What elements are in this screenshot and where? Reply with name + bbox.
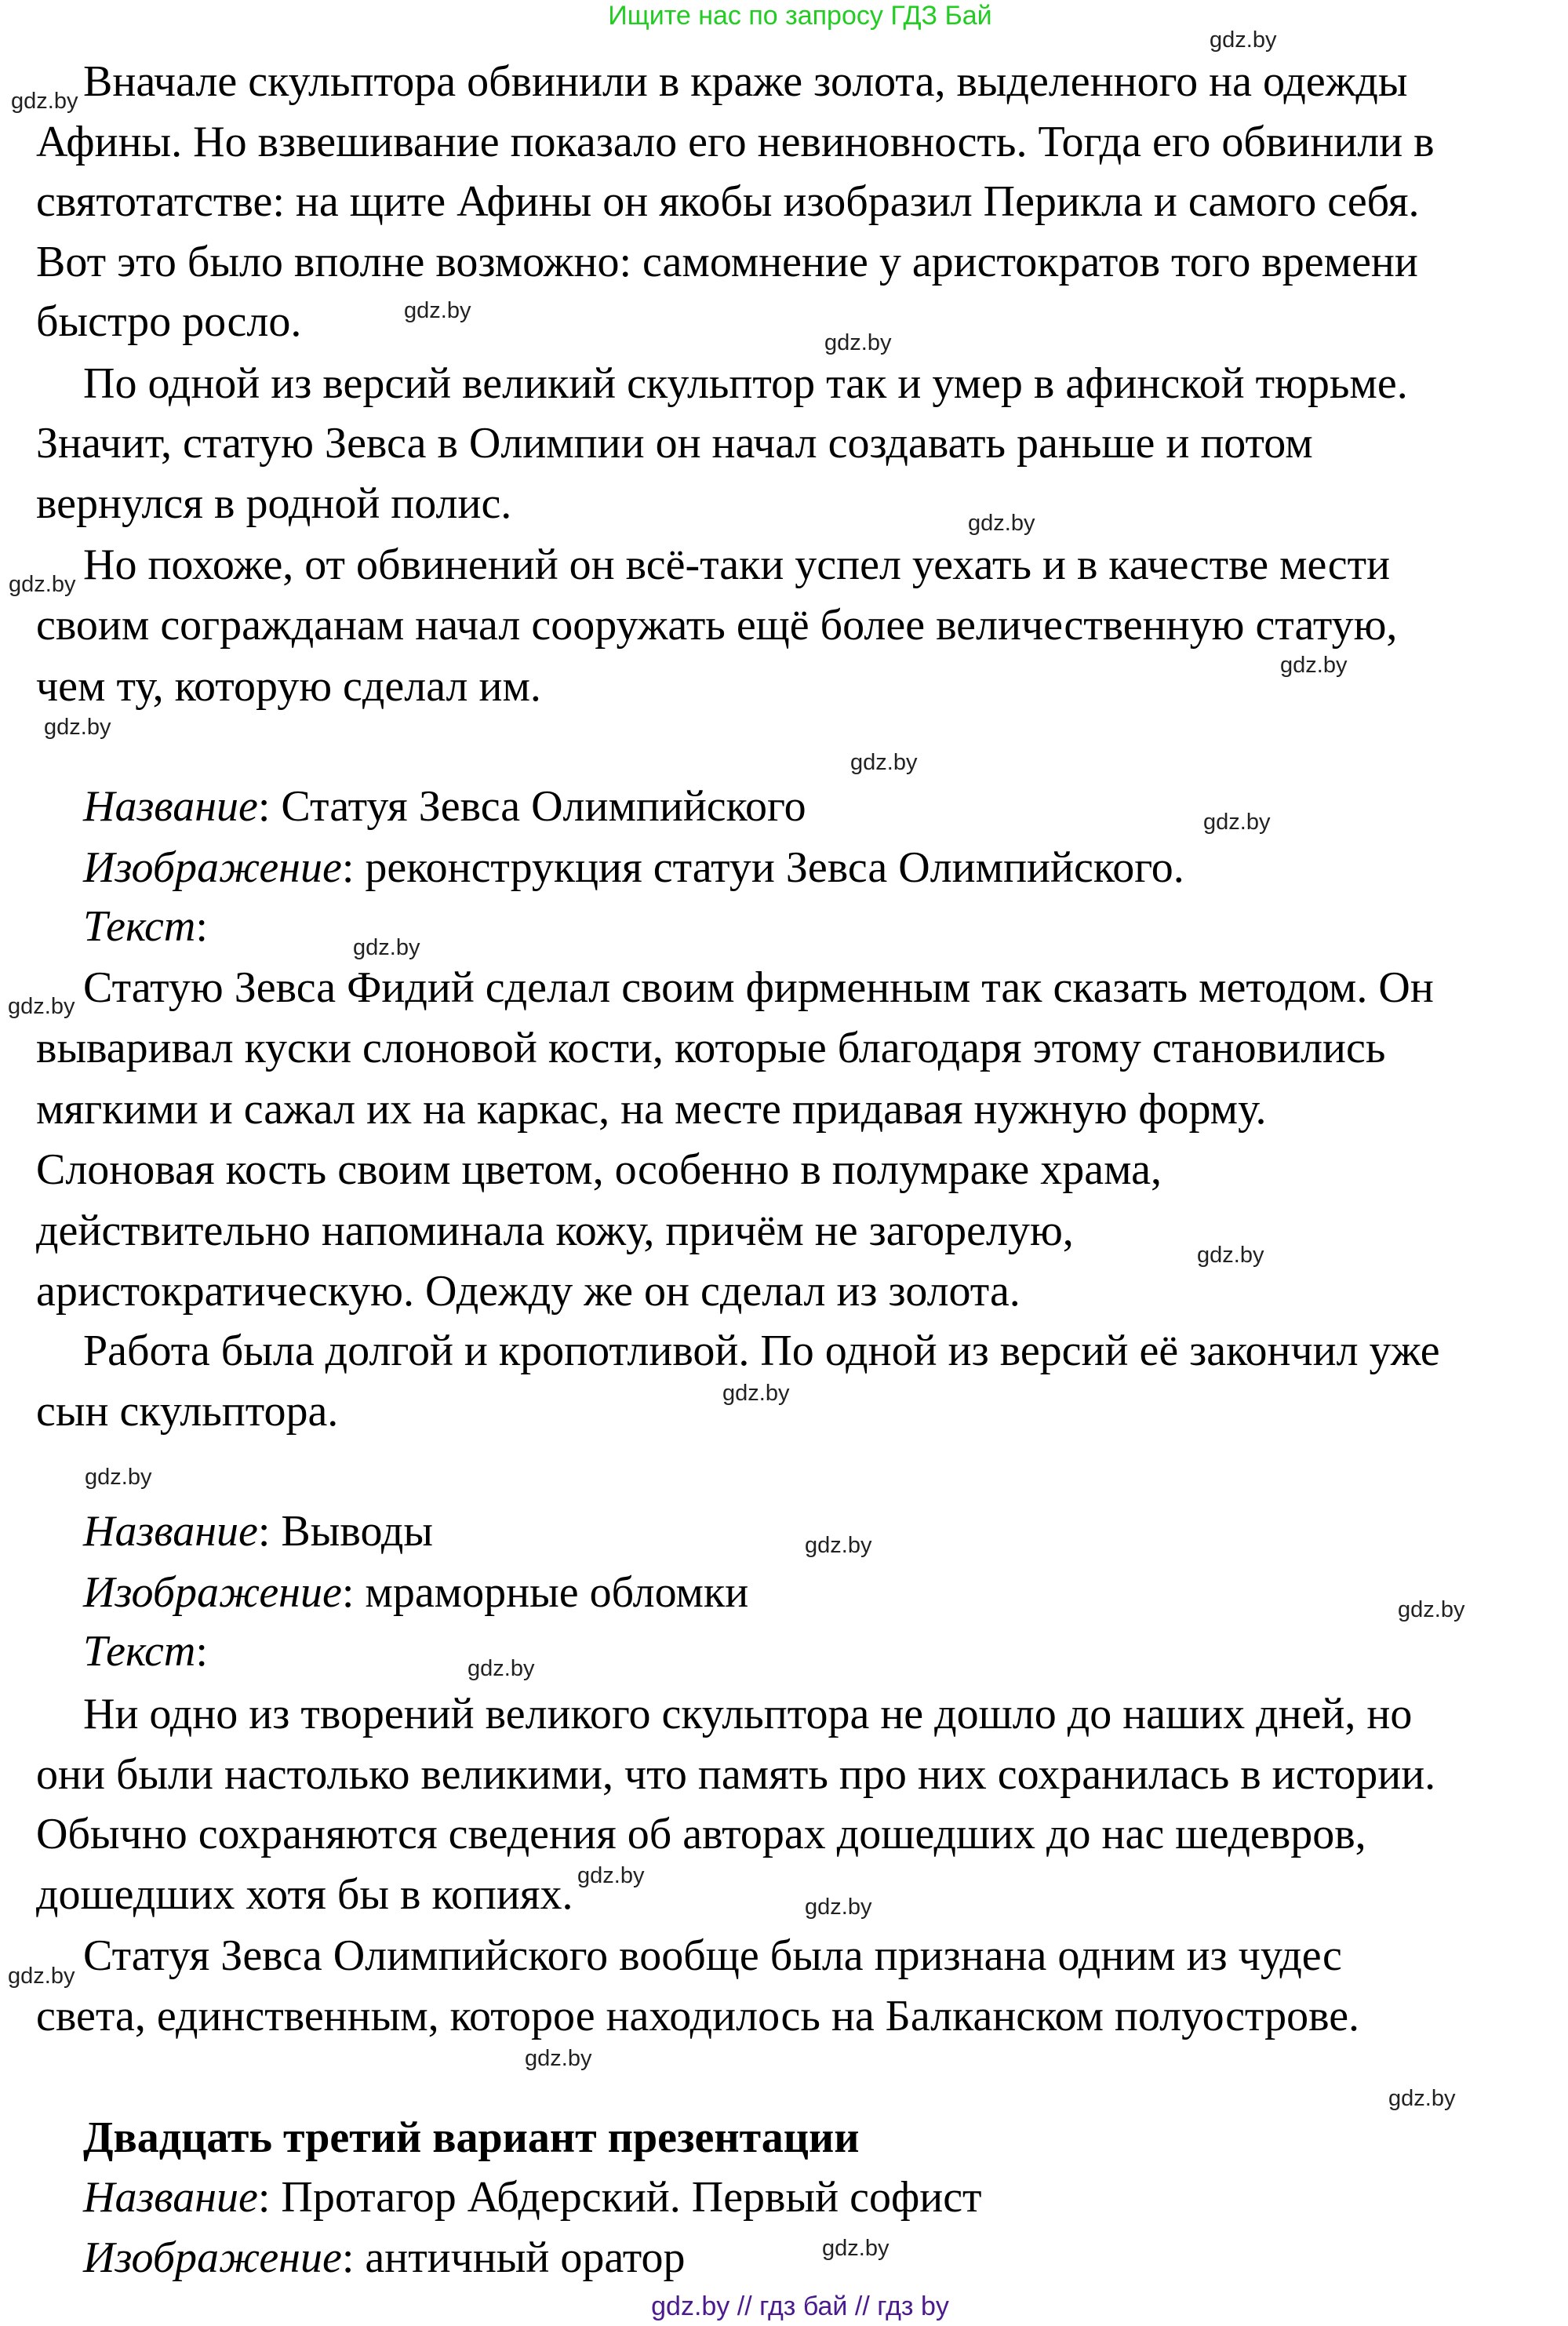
watermark: gdz.by xyxy=(1280,653,1348,678)
field-label: Изображение xyxy=(83,2233,342,2282)
text-line xyxy=(83,1931,1342,1981)
text-segment: света, единственным, которое находилось на Балканском полуострове. xyxy=(36,1992,1360,2040)
text-line xyxy=(83,1689,1412,1739)
field-label: Изображение xyxy=(83,1568,342,1617)
text-segment: действительно напоминала кожу, причём не загорелую, xyxy=(36,1207,1074,1255)
watermark: gdz.by xyxy=(1203,810,1271,835)
watermark: gdz.by xyxy=(805,1533,872,1558)
field-label: Название xyxy=(83,2173,258,2222)
field-label: Изображение xyxy=(83,843,342,892)
text-line xyxy=(36,1084,1266,1134)
watermark: gdz.by xyxy=(44,715,111,740)
text-segment: : xyxy=(195,902,208,951)
watermark: gdz.by xyxy=(11,89,78,114)
watermark: gdz.by xyxy=(467,1656,535,1681)
text-segment: Слоновая кость своим цветом, особенно в полумраке храма, xyxy=(36,1145,1162,1194)
text-segment: Значит, статую Зевса в Олимпии он начал создавать раньше и потом xyxy=(36,419,1313,468)
text-segment: Вот это было вполне возможно: самомнение у аристократов того времени xyxy=(36,238,1418,286)
text-line xyxy=(36,297,301,347)
watermark: gdz.by xyxy=(1388,2086,1456,2111)
text-line xyxy=(36,1145,1162,1195)
text-segment: Работа была долгой и кропотливой. По одной из версий её закончил уже xyxy=(83,1327,1440,1375)
text-line xyxy=(83,963,1434,1013)
watermark: gdz.by xyxy=(1197,1243,1264,1268)
watermark: gdz.by xyxy=(850,750,918,775)
text-line xyxy=(36,600,1397,650)
text-segment: По одной из версий великий скульптор так и умер в афинской тюрьме. xyxy=(83,359,1408,408)
text-segment: своим согражданам начал сооружать ещё более величественную статую, xyxy=(36,601,1398,650)
search-banner: Ищите нас по запросу ГДЗ Бай xyxy=(608,1,992,31)
text-line xyxy=(83,901,208,952)
text-line xyxy=(36,1266,1020,1316)
text-line xyxy=(36,117,1435,167)
field-label: Название xyxy=(83,1507,258,1556)
watermark: gdz.by xyxy=(722,1381,790,1406)
text-segment: : xyxy=(195,1627,208,1676)
section-heading xyxy=(83,2113,860,2163)
text-segment: : Выводы xyxy=(257,1507,433,1556)
text-segment: Статуя Зевса Олимпийского вообще была признана одним из чудес xyxy=(83,1931,1342,1980)
text-segment: : реконструкция статуи Зевса Олимпийского. xyxy=(341,843,1184,892)
watermark: gdz.by xyxy=(404,298,471,323)
text-line xyxy=(36,1206,1074,1256)
text-line xyxy=(36,1869,573,1920)
text-line xyxy=(83,1567,748,1618)
text-segment: Но похоже, от обвинений он всё-таки успел уехать и в качестве мести xyxy=(83,541,1391,589)
text-segment: : Статуя Зевса Олимпийского xyxy=(257,782,806,831)
footer-banner: gdz.by // гдз бай // гдз by xyxy=(651,2291,949,2321)
text-line xyxy=(83,56,1408,107)
text-line xyxy=(36,1809,1366,1859)
text-line xyxy=(83,781,806,832)
text-segment: Афины. Но взвешивание показало его невиновность. Тогда его обвинили в xyxy=(36,118,1435,166)
text-segment: быстро росло. xyxy=(36,297,302,346)
text-line xyxy=(36,479,511,529)
watermark: gdz.by xyxy=(85,1465,152,1490)
watermark: gdz.by xyxy=(1210,27,1277,53)
watermark: gdz.by xyxy=(1398,1597,1465,1622)
text-line xyxy=(36,1386,338,1436)
text-segment: мягкими и сажал их на каркас, на месте придавая нужную форму. xyxy=(36,1085,1267,1134)
watermark: gdz.by xyxy=(353,935,420,960)
watermark: gdz.by xyxy=(822,2236,890,2261)
text-line xyxy=(36,1023,1385,1073)
text-segment: Статую Зевса Фидий сделал своим фирменным так сказать методом. Он xyxy=(83,963,1434,1012)
text-segment: святотатстве: на щите Афины он якобы изобразил Перикла и самого себя. xyxy=(36,177,1420,226)
field-label: Текст xyxy=(83,1627,196,1676)
text-segment: Обычно сохраняются сведения об авторах дошедших до нас шедевров, xyxy=(36,1810,1366,1858)
text-line xyxy=(83,2233,686,2283)
text-line xyxy=(36,661,541,712)
text-line xyxy=(36,237,1418,287)
text-segment: вернулся в родной полис. xyxy=(36,479,512,528)
watermark: gdz.by xyxy=(824,330,892,355)
text-segment: они были настолько великими, что память про них сохранилась в истории. xyxy=(36,1750,1436,1799)
text-segment: : мраморные обломки xyxy=(341,1568,749,1617)
watermark: gdz.by xyxy=(8,994,75,1019)
watermark: gdz.by xyxy=(805,1895,872,1920)
text-line xyxy=(83,540,1390,590)
text-line xyxy=(83,1506,433,1556)
text-segment: Вначале скульптора обвинили в краже золота, выделенного на одежды xyxy=(83,57,1408,106)
text-line xyxy=(83,2172,982,2222)
field-label: Текст xyxy=(83,902,196,951)
text-line xyxy=(83,1626,208,1676)
text-segment: Ни одно из творений великого скульптора не дошло до наших дней, но xyxy=(83,1690,1413,1738)
field-label: Название xyxy=(83,782,258,831)
text-segment: вываривал куски слоновой кости, которые благодаря этому становились xyxy=(36,1024,1386,1072)
text-segment: сын скульптора. xyxy=(36,1387,339,1436)
text-segment: : Протагор Абдерский. Первый софист xyxy=(257,2173,982,2222)
text-line xyxy=(83,359,1408,409)
text-segment: : античный оратор xyxy=(341,2233,686,2282)
text-line xyxy=(83,843,1184,893)
watermark: gdz.by xyxy=(968,511,1035,536)
watermark: gdz.by xyxy=(525,2046,592,2071)
text-line xyxy=(36,418,1313,468)
watermark: gdz.by xyxy=(9,572,76,597)
text-line xyxy=(36,1749,1435,1800)
text-line xyxy=(36,1991,1359,2041)
watermark: gdz.by xyxy=(577,1863,645,1888)
text-segment: аристократическую. Одежду же он сделал из золота. xyxy=(36,1267,1020,1316)
text-segment: дошедших хотя бы в копиях. xyxy=(36,1870,573,1919)
text-segment: чем ту, которую сделал им. xyxy=(36,662,541,711)
text-segment: Двадцать третий вариант презентации xyxy=(83,2113,860,2162)
text-line xyxy=(36,177,1420,227)
text-line xyxy=(83,1326,1440,1376)
watermark: gdz.by xyxy=(8,1964,75,1989)
